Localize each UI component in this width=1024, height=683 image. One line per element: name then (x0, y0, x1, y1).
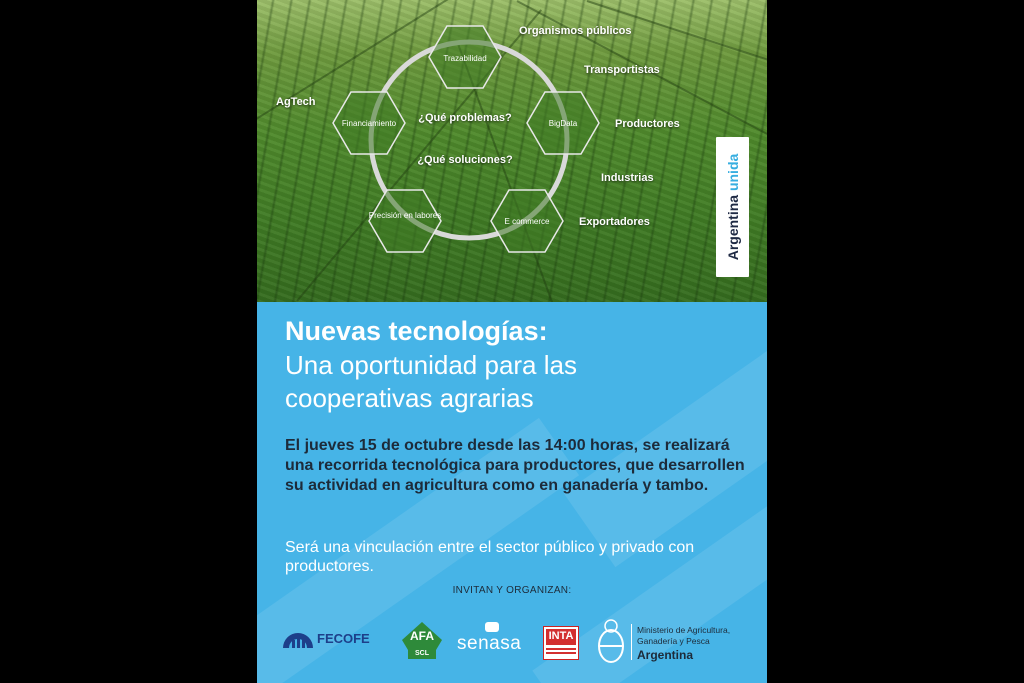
hexagon-label: Precisión en labores (368, 211, 442, 220)
info-panel (257, 302, 767, 683)
actor-agtech: AgTech (276, 96, 316, 108)
afa-logo-subtext: SCL (415, 650, 429, 657)
event-description: El jueves 15 de octubre desde las 14:00 horas, se realizará una recorrida tecnológica para productores, que desarrollen su actividad en agricultura como en ganadería y tambo. (285, 437, 745, 494)
organizers-heading: INVITAN Y ORGANIZAN: (452, 585, 572, 596)
afa-logo-text: AFA (410, 629, 434, 643)
center-question-solutions: ¿Qué soluciones? (417, 154, 513, 166)
senasa-logo-text: senasa (457, 633, 522, 654)
hexagon-label: BigData (548, 119, 578, 128)
problems-solutions-diagram (257, 0, 767, 302)
badge-accent: unida (724, 153, 741, 192)
ministry-line-1: Ministerio de Agricultura, (637, 625, 731, 635)
hexagon-trazabilidad (429, 26, 501, 88)
hexagon-precision (369, 190, 441, 252)
headline-subtitle: Una oportunidad para las cooperativas agrarias (285, 350, 577, 413)
hexagon-financiamiento (333, 92, 405, 154)
national-shield-icon (595, 618, 627, 666)
event-purpose: Será una vinculación entre el sector público y privado con productores. (285, 539, 695, 575)
fecofe-logo-text: FECOFE (317, 631, 370, 646)
hexagon-label: Trazabilidad (443, 54, 487, 63)
crop-field-photo (257, 0, 767, 302)
event-poster (257, 0, 767, 683)
hexagon-bigdata (527, 92, 599, 154)
badge-prefix: Argentina (724, 194, 741, 261)
inta-logo (543, 626, 579, 660)
actor-productores: Productores (615, 118, 680, 130)
hexagon-label: E commerce (504, 217, 550, 226)
actor-organismos-publicos: Organismos públicos (519, 25, 632, 37)
senasa-logo (457, 622, 529, 656)
headline-title: Nuevas tecnologías: (285, 316, 548, 346)
fecofe-emblem-icon (281, 626, 315, 650)
actor-exportadores: Exportadores (579, 216, 650, 228)
senasa-emblem-icon (485, 622, 499, 632)
hexagon-ecommerce (491, 190, 563, 252)
actor-industrias: Industrias (601, 172, 654, 184)
afa-logo (400, 620, 444, 660)
ministry-line-2: Ganadería y Pesca (637, 636, 710, 646)
argentina-unida-logo (725, 154, 741, 261)
ministry-logo (595, 616, 755, 670)
actor-transportistas: Transportistas (584, 64, 660, 76)
center-question-problems: ¿Qué problemas? (418, 112, 512, 124)
argentina-unida-badge (716, 137, 749, 277)
ministry-country: Argentina (637, 648, 694, 662)
hexagon-label: Financiamiento (341, 119, 397, 128)
fecofe-logo (281, 626, 381, 652)
inta-logo-text: INTA (548, 630, 574, 642)
